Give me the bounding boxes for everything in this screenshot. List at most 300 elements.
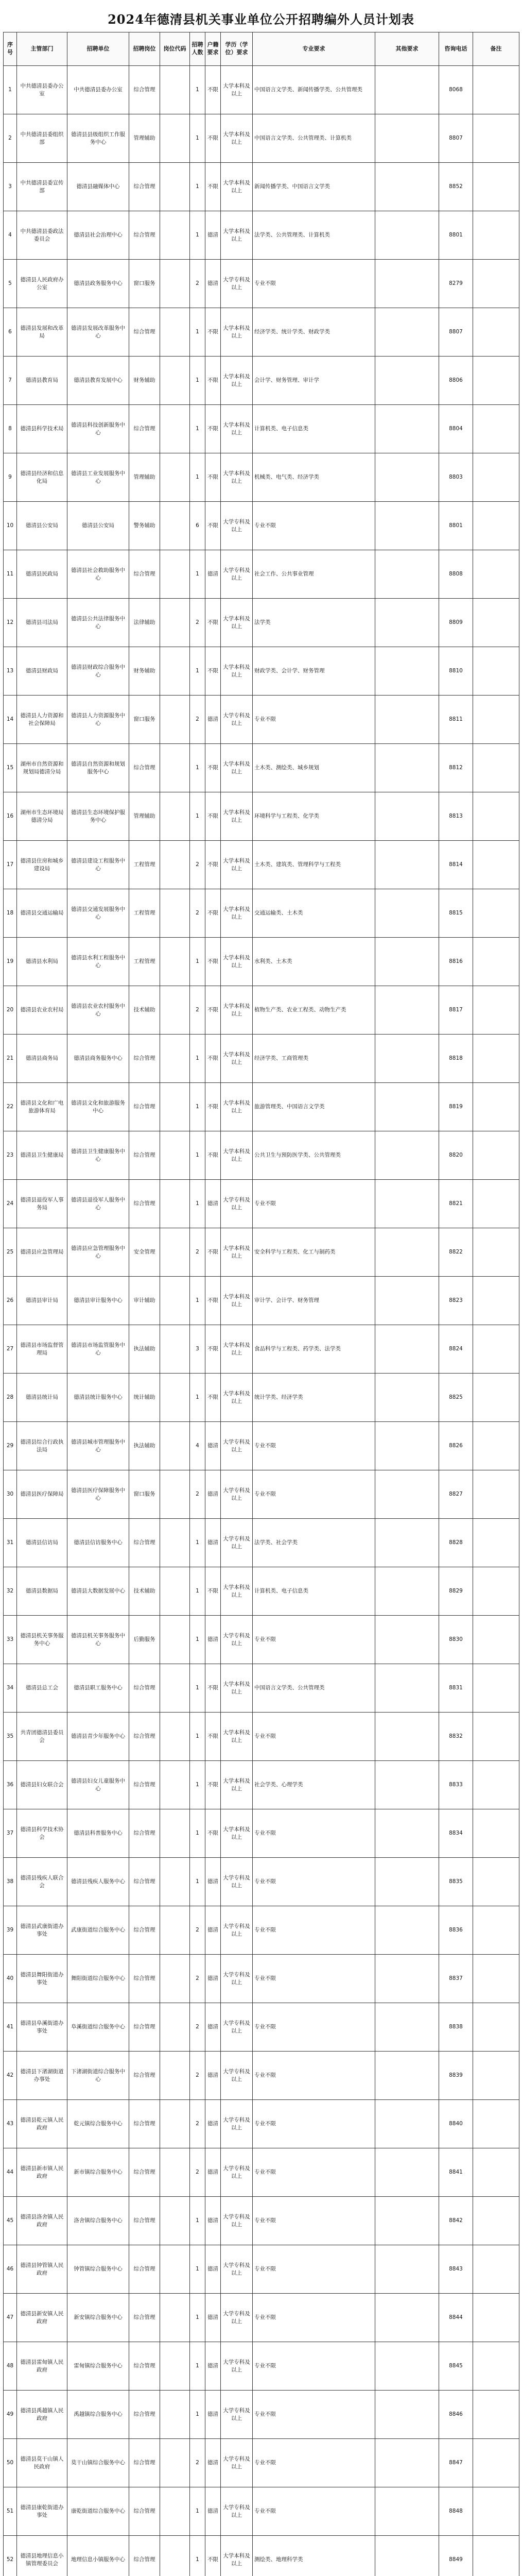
cell-num: 2 [190,260,205,308]
cell-edu: 大学专科及以上 [221,2294,253,2342]
cell-major: 环境科学与工程类、化学类 [253,792,375,841]
cell-num: 1 [190,163,205,211]
cell-tel: 8830 [439,1616,473,1664]
cell-tel: 8825 [439,1374,473,1422]
cell-no: 43 [4,2100,17,2148]
cell-edu: 大学专科及以上 [221,1616,253,1664]
cell-post: 综合管理 [129,2391,160,2439]
cell-remark [473,2148,519,2197]
cell-num: 1 [190,2197,205,2245]
cell-tel: 8844 [439,2294,473,2342]
cell-num: 1 [190,1858,205,1906]
cell-major: 中国语言文学类、新闻传播学类、公共管理类 [253,66,375,114]
cell-unit: 钟管镇综合服务中心 [67,2245,129,2294]
cell-no: 28 [4,1374,17,1422]
cell-no: 36 [4,1761,17,1809]
cell-post: 综合管理 [129,1035,160,1083]
cell-post: 管理辅助 [129,114,160,163]
cell-remark [473,647,519,696]
cell-major: 专业不限 [253,696,375,744]
cell-hukou: 不限 [205,502,221,550]
cell-num: 1 [190,550,205,599]
cell-unit: 德清县自然资源和规划服务中心 [67,744,129,792]
cell-hukou: 德清 [205,2391,221,2439]
cell-tel: 8847 [439,2439,473,2487]
cell-edu: 大学专科及以上 [221,2342,253,2391]
cell-hukou: 不限 [205,1713,221,1761]
cell-post: 综合管理 [129,163,160,211]
cell-hukou: 德清 [205,2148,221,2197]
cell-tel: 8801 [439,211,473,260]
cell-other [375,1083,439,1131]
cell-major: 经济学类、工商管理类 [253,1035,375,1083]
cell-hukou: 德清 [205,1519,221,1567]
cell-tel: 8813 [439,792,473,841]
cell-major: 中国语言文学类、公共管理类 [253,1664,375,1713]
cell-dept: 德清县水利局 [17,938,67,986]
cell-dept: 德清县人民政府办公室 [17,260,67,308]
cell-unit: 新安镇综合服务中心 [67,2294,129,2342]
cell-hukou: 德清 [205,550,221,599]
cell-dept: 德清县发展和改革局 [17,308,67,357]
table-row [4,841,519,889]
header-row [4,32,519,66]
cell-tel: 8836 [439,1906,473,1955]
cell-tel: 8833 [439,1761,473,1809]
cell-num: 1 [190,2487,205,2536]
cell-remark [473,1180,519,1228]
cell-hukou: 不限 [205,1761,221,1809]
cell-other [375,2487,439,2536]
cell-edu: 大学专科及以上 [221,1858,253,1906]
cell-num: 1 [190,1374,205,1422]
cell-code [160,2342,190,2391]
cell-code [160,163,190,211]
cell-tel: 8823 [439,1277,473,1325]
cell-dept: 德清县信访局 [17,1519,67,1567]
cell-no: 51 [4,2487,17,2536]
cell-remark [473,260,519,308]
cell-unit: 德清县城市管理服务中心 [67,1422,129,1470]
cell-tel: 8807 [439,114,473,163]
cell-dept: 德清县司法局 [17,599,67,647]
cell-remark [473,1761,519,1809]
cell-code [160,1616,190,1664]
cell-remark [473,2197,519,2245]
cell-code [160,1858,190,1906]
cell-remark [473,550,519,599]
table-row [4,1519,519,1567]
cell-unit: 新市镇综合服务中心 [67,2148,129,2197]
cell-major: 土木类、测绘类、城乡规划 [253,744,375,792]
cell-edu: 大学本科及以上 [221,938,253,986]
cell-unit: 德清县市场监管服务中心 [67,1325,129,1374]
cell-major: 专业不限 [253,1713,375,1761]
cell-unit: 德清县教育发展中心 [67,357,129,405]
cell-no: 4 [4,211,17,260]
cell-dept: 德清县数据局 [17,1567,67,1616]
cell-hukou: 不限 [205,308,221,357]
cell-edu: 大学本科及以上 [221,1664,253,1713]
cell-tel: 8846 [439,2391,473,2439]
cell-num: 1 [190,647,205,696]
cell-remark [473,1083,519,1131]
table-row [4,550,519,599]
cell-hukou: 不限 [205,986,221,1035]
table-row [4,308,519,357]
cell-other [375,1180,439,1228]
table-row [4,1325,519,1374]
cell-no: 24 [4,1180,17,1228]
cell-major: 食品科学与工程类、药学类、法学类 [253,1325,375,1374]
cell-post: 综合管理 [129,1809,160,1858]
cell-unit: 德清县统计服务中心 [67,1374,129,1422]
cell-other [375,599,439,647]
cell-hukou: 德清 [205,1180,221,1228]
cell-dept: 德清县退役军人事务局 [17,1180,67,1228]
cell-unit: 德清县发展改革服务中心 [67,308,129,357]
cell-code [160,453,190,502]
cell-dept: 德清县财政局 [17,647,67,696]
cell-unit: 德清县商务服务中心 [67,1035,129,1083]
header-hukou: 户籍要求 [205,32,221,66]
cell-edu: 大学专科及以上 [221,2487,253,2536]
cell-num: 2 [190,841,205,889]
cell-major: 专业不限 [253,1616,375,1664]
header-remark: 备注 [473,32,519,66]
cell-remark [473,1809,519,1858]
cell-num: 1 [190,211,205,260]
cell-other [375,260,439,308]
cell-tel: 8808 [439,550,473,599]
cell-unit: 洛舍镇综合服务中心 [67,2197,129,2245]
cell-major: 专业不限 [253,2003,375,2052]
cell-edu: 大学专科及以上 [221,2245,253,2294]
cell-major: 专业不限 [253,2197,375,2245]
cell-unit: 德清县应急管理服务中心 [67,1228,129,1277]
cell-num: 1 [190,2536,205,2576]
cell-post: 管理辅助 [129,792,160,841]
cell-code [160,2003,190,2052]
cell-edu: 大学本科及以上 [221,66,253,114]
document-title: 2024年德清县机关事业单位公开招聘编外人员计划表 [108,12,414,27]
cell-major: 法学类 [253,599,375,647]
cell-dept: 中共德清县委政法委员会 [17,211,67,260]
cell-edu: 大学专科及以上 [221,550,253,599]
cell-num: 2 [190,1470,205,1519]
cell-major: 专业不限 [253,2391,375,2439]
cell-num: 1 [190,2391,205,2439]
cell-other [375,938,439,986]
cell-unit: 德清县职工服务中心 [67,1664,129,1713]
cell-edu: 大学专科及以上 [221,696,253,744]
cell-dept: 德清县教育局 [17,357,67,405]
cell-post: 综合管理 [129,308,160,357]
cell-remark [473,405,519,453]
cell-unit: 德清县机关事务服务中心 [67,1616,129,1664]
cell-major: 专业不限 [253,1858,375,1906]
cell-post: 综合管理 [129,1761,160,1809]
cell-major: 专业不限 [253,1422,375,1470]
cell-edu: 大学本科及以上 [221,647,253,696]
cell-unit: 德清县融媒体中心 [67,163,129,211]
cell-other [375,1035,439,1083]
cell-num: 1 [190,1131,205,1180]
cell-unit: 禹越镇综合服务中心 [67,2391,129,2439]
cell-tel: 8826 [439,1422,473,1470]
table-row [4,66,519,114]
cell-edu: 大学本科及以上 [221,889,253,938]
cell-no: 52 [4,2536,17,2576]
cell-no: 31 [4,1519,17,1567]
cell-edu: 大学本科及以上 [221,308,253,357]
cell-hukou: 不限 [205,1228,221,1277]
cell-other [375,696,439,744]
cell-num: 1 [190,792,205,841]
cell-dept: 德清县钟管镇人民政府 [17,2245,67,2294]
cell-remark [473,696,519,744]
cell-dept: 德清县医疗保障局 [17,1470,67,1519]
table-body [4,66,519,2576]
cell-post: 综合管理 [129,1858,160,1906]
cell-other [375,453,439,502]
cell-other [375,550,439,599]
cell-post: 综合管理 [129,1131,160,1180]
cell-code [160,986,190,1035]
cell-other [375,2391,439,2439]
cell-major: 财政学类、会计学、财务管理 [253,647,375,696]
cell-code [160,114,190,163]
cell-code [160,2487,190,2536]
table-row [4,938,519,986]
cell-no: 18 [4,889,17,938]
header-edu: 学历（学位）要求 [221,32,253,66]
cell-major: 计算机类、电子信息类 [253,1567,375,1616]
cell-no: 29 [4,1422,17,1470]
cell-tel: 8801 [439,502,473,550]
cell-hukou: 不限 [205,1374,221,1422]
cell-no: 9 [4,453,17,502]
table-row [4,889,519,938]
cell-no: 34 [4,1664,17,1713]
cell-unit: 德清县工业发展服务中心 [67,453,129,502]
cell-unit: 德清县社会救助服务中心 [67,550,129,599]
cell-num: 1 [190,405,205,453]
cell-hukou: 德清 [205,2100,221,2148]
table-row [4,1374,519,1422]
cell-dept: 德清县卫生健康局 [17,1131,67,1180]
cell-dept: 德清县经济和信息化局 [17,453,67,502]
cell-other [375,2148,439,2197]
cell-unit: 德清县残疾人服务中心 [67,1858,129,1906]
cell-hukou: 德清 [205,2439,221,2487]
cell-other [375,66,439,114]
cell-num: 1 [190,1083,205,1131]
cell-major: 新闻传播学类、中国语言文学类 [253,163,375,211]
cell-code [160,1713,190,1761]
cell-remark [473,1664,519,1713]
cell-num: 1 [190,2245,205,2294]
cell-code [160,599,190,647]
table-row [4,1567,519,1616]
cell-post: 工程管理 [129,841,160,889]
cell-num: 2 [190,2003,205,2052]
cell-code [160,1131,190,1180]
cell-no: 47 [4,2294,17,2342]
cell-num: 1 [190,1616,205,1664]
cell-unit: 阜溪街道综合服务中心 [67,2003,129,2052]
cell-major: 机械类、电气类、经济学类 [253,453,375,502]
cell-code [160,357,190,405]
cell-tel: 8835 [439,1858,473,1906]
table-row [4,1083,519,1131]
cell-hukou: 不限 [205,1277,221,1325]
cell-unit: 德清县人力资源服务中心 [67,696,129,744]
cell-no: 20 [4,986,17,1035]
header-unit: 招聘单位 [67,32,129,66]
cell-num: 4 [190,1422,205,1470]
cell-major: 专业不限 [253,2342,375,2391]
cell-hukou: 不限 [205,1083,221,1131]
header-post: 招聘岗位 [129,32,160,66]
table-row [4,1906,519,1955]
cell-remark [473,1567,519,1616]
cell-other [375,1713,439,1761]
cell-code [160,2245,190,2294]
cell-edu: 大学专科及以上 [221,1519,253,1567]
cell-tel: 8848 [439,2487,473,2536]
cell-unit: 德清县文化和旅游服务中心 [67,1083,129,1131]
cell-major: 专业不限 [253,502,375,550]
cell-code [160,2052,190,2100]
table-row [4,1761,519,1809]
cell-major: 旅游管理类、中国语言文学类 [253,1083,375,1131]
cell-num: 1 [190,453,205,502]
cell-dept: 德清县民政局 [17,550,67,599]
cell-code [160,405,190,453]
cell-tel: 8852 [439,163,473,211]
cell-major: 计算机类、电子信息类 [253,405,375,453]
cell-post: 综合管理 [129,66,160,114]
cell-major: 法学类、公共管理类、计算机类 [253,211,375,260]
cell-no: 25 [4,1228,17,1277]
cell-code [160,1470,190,1519]
cell-major: 专业不限 [253,1955,375,2003]
cell-num: 2 [190,889,205,938]
cell-hukou: 不限 [205,1325,221,1374]
cell-no: 38 [4,1858,17,1906]
cell-hukou: 不限 [205,357,221,405]
cell-edu: 大学专科及以上 [221,502,253,550]
cell-edu: 大学本科及以上 [221,792,253,841]
cell-code [160,792,190,841]
cell-remark [473,1955,519,2003]
cell-hukou: 德清 [205,211,221,260]
cell-dept: 德清县舞阳街道办事处 [17,1955,67,2003]
cell-major: 专业不限 [253,1809,375,1858]
table-row [4,2003,519,2052]
cell-num: 2 [190,1228,205,1277]
cell-unit: 德清县社会治理中心 [67,211,129,260]
table-row [4,2148,519,2197]
cell-unit: 下渚湖街道综合服务中心 [67,2052,129,2100]
cell-edu: 大学专科及以上 [221,260,253,308]
cell-dept: 德清县文化和广电旅游体育局 [17,1083,67,1131]
cell-num: 1 [190,1713,205,1761]
cell-num: 2 [190,599,205,647]
cell-remark [473,1713,519,1761]
cell-dept: 德清县交通运输局 [17,889,67,938]
cell-edu: 大学本科及以上 [221,1228,253,1277]
cell-post: 综合管理 [129,2536,160,2576]
cell-edu: 大学本科及以上 [221,1083,253,1131]
cell-code [160,2100,190,2148]
cell-edu: 大学本科及以上 [221,841,253,889]
cell-post: 综合管理 [129,2052,160,2100]
table-row [4,1470,519,1519]
cell-edu: 大学本科及以上 [221,1131,253,1180]
cell-no: 14 [4,696,17,744]
cell-no: 49 [4,2391,17,2439]
cell-no: 30 [4,1470,17,1519]
cell-unit: 德清县政务服务中心 [67,260,129,308]
cell-code [160,1567,190,1616]
cell-num: 2 [190,2148,205,2197]
cell-edu: 大学本科及以上 [221,1374,253,1422]
cell-post: 综合管理 [129,550,160,599]
cell-major: 法学类、社会学类 [253,1519,375,1567]
cell-edu: 大学本科及以上 [221,1277,253,1325]
cell-post: 综合管理 [129,1906,160,1955]
cell-major: 社会工作、公共事业管理 [253,550,375,599]
cell-code [160,502,190,550]
cell-no: 8 [4,405,17,453]
header-no: 序号 [4,32,17,66]
cell-major: 水利类、土木类 [253,938,375,986]
header-major: 专业要求 [253,32,375,66]
cell-hukou: 不限 [205,1131,221,1180]
cell-hukou: 不限 [205,744,221,792]
cell-code [160,260,190,308]
cell-post: 综合管理 [129,1664,160,1713]
cell-tel: 8806 [439,357,473,405]
cell-tel: 8814 [439,841,473,889]
cell-no: 40 [4,1955,17,2003]
cell-num: 1 [190,308,205,357]
cell-code [160,1955,190,2003]
cell-remark [473,1035,519,1083]
cell-code [160,889,190,938]
cell-dept: 德清县市场监督管理局 [17,1325,67,1374]
header-other: 其他要求 [375,32,439,66]
cell-post: 综合管理 [129,1180,160,1228]
cell-dept: 德清县科学技术局 [17,405,67,453]
cell-hukou: 不限 [205,66,221,114]
cell-post: 审计辅助 [129,1277,160,1325]
header-num: 招聘人数 [190,32,205,66]
cell-remark [473,114,519,163]
cell-unit: 德清县医疗保障服务中心 [67,1470,129,1519]
cell-post: 财务辅助 [129,647,160,696]
cell-no: 42 [4,2052,17,2100]
cell-major: 专业不限 [253,2148,375,2197]
table-row [4,2197,519,2245]
cell-other [375,1858,439,1906]
cell-other [375,502,439,550]
cell-other [375,357,439,405]
cell-tel: 8828 [439,1519,473,1567]
cell-unit: 德清县审计服务中心 [67,1277,129,1325]
